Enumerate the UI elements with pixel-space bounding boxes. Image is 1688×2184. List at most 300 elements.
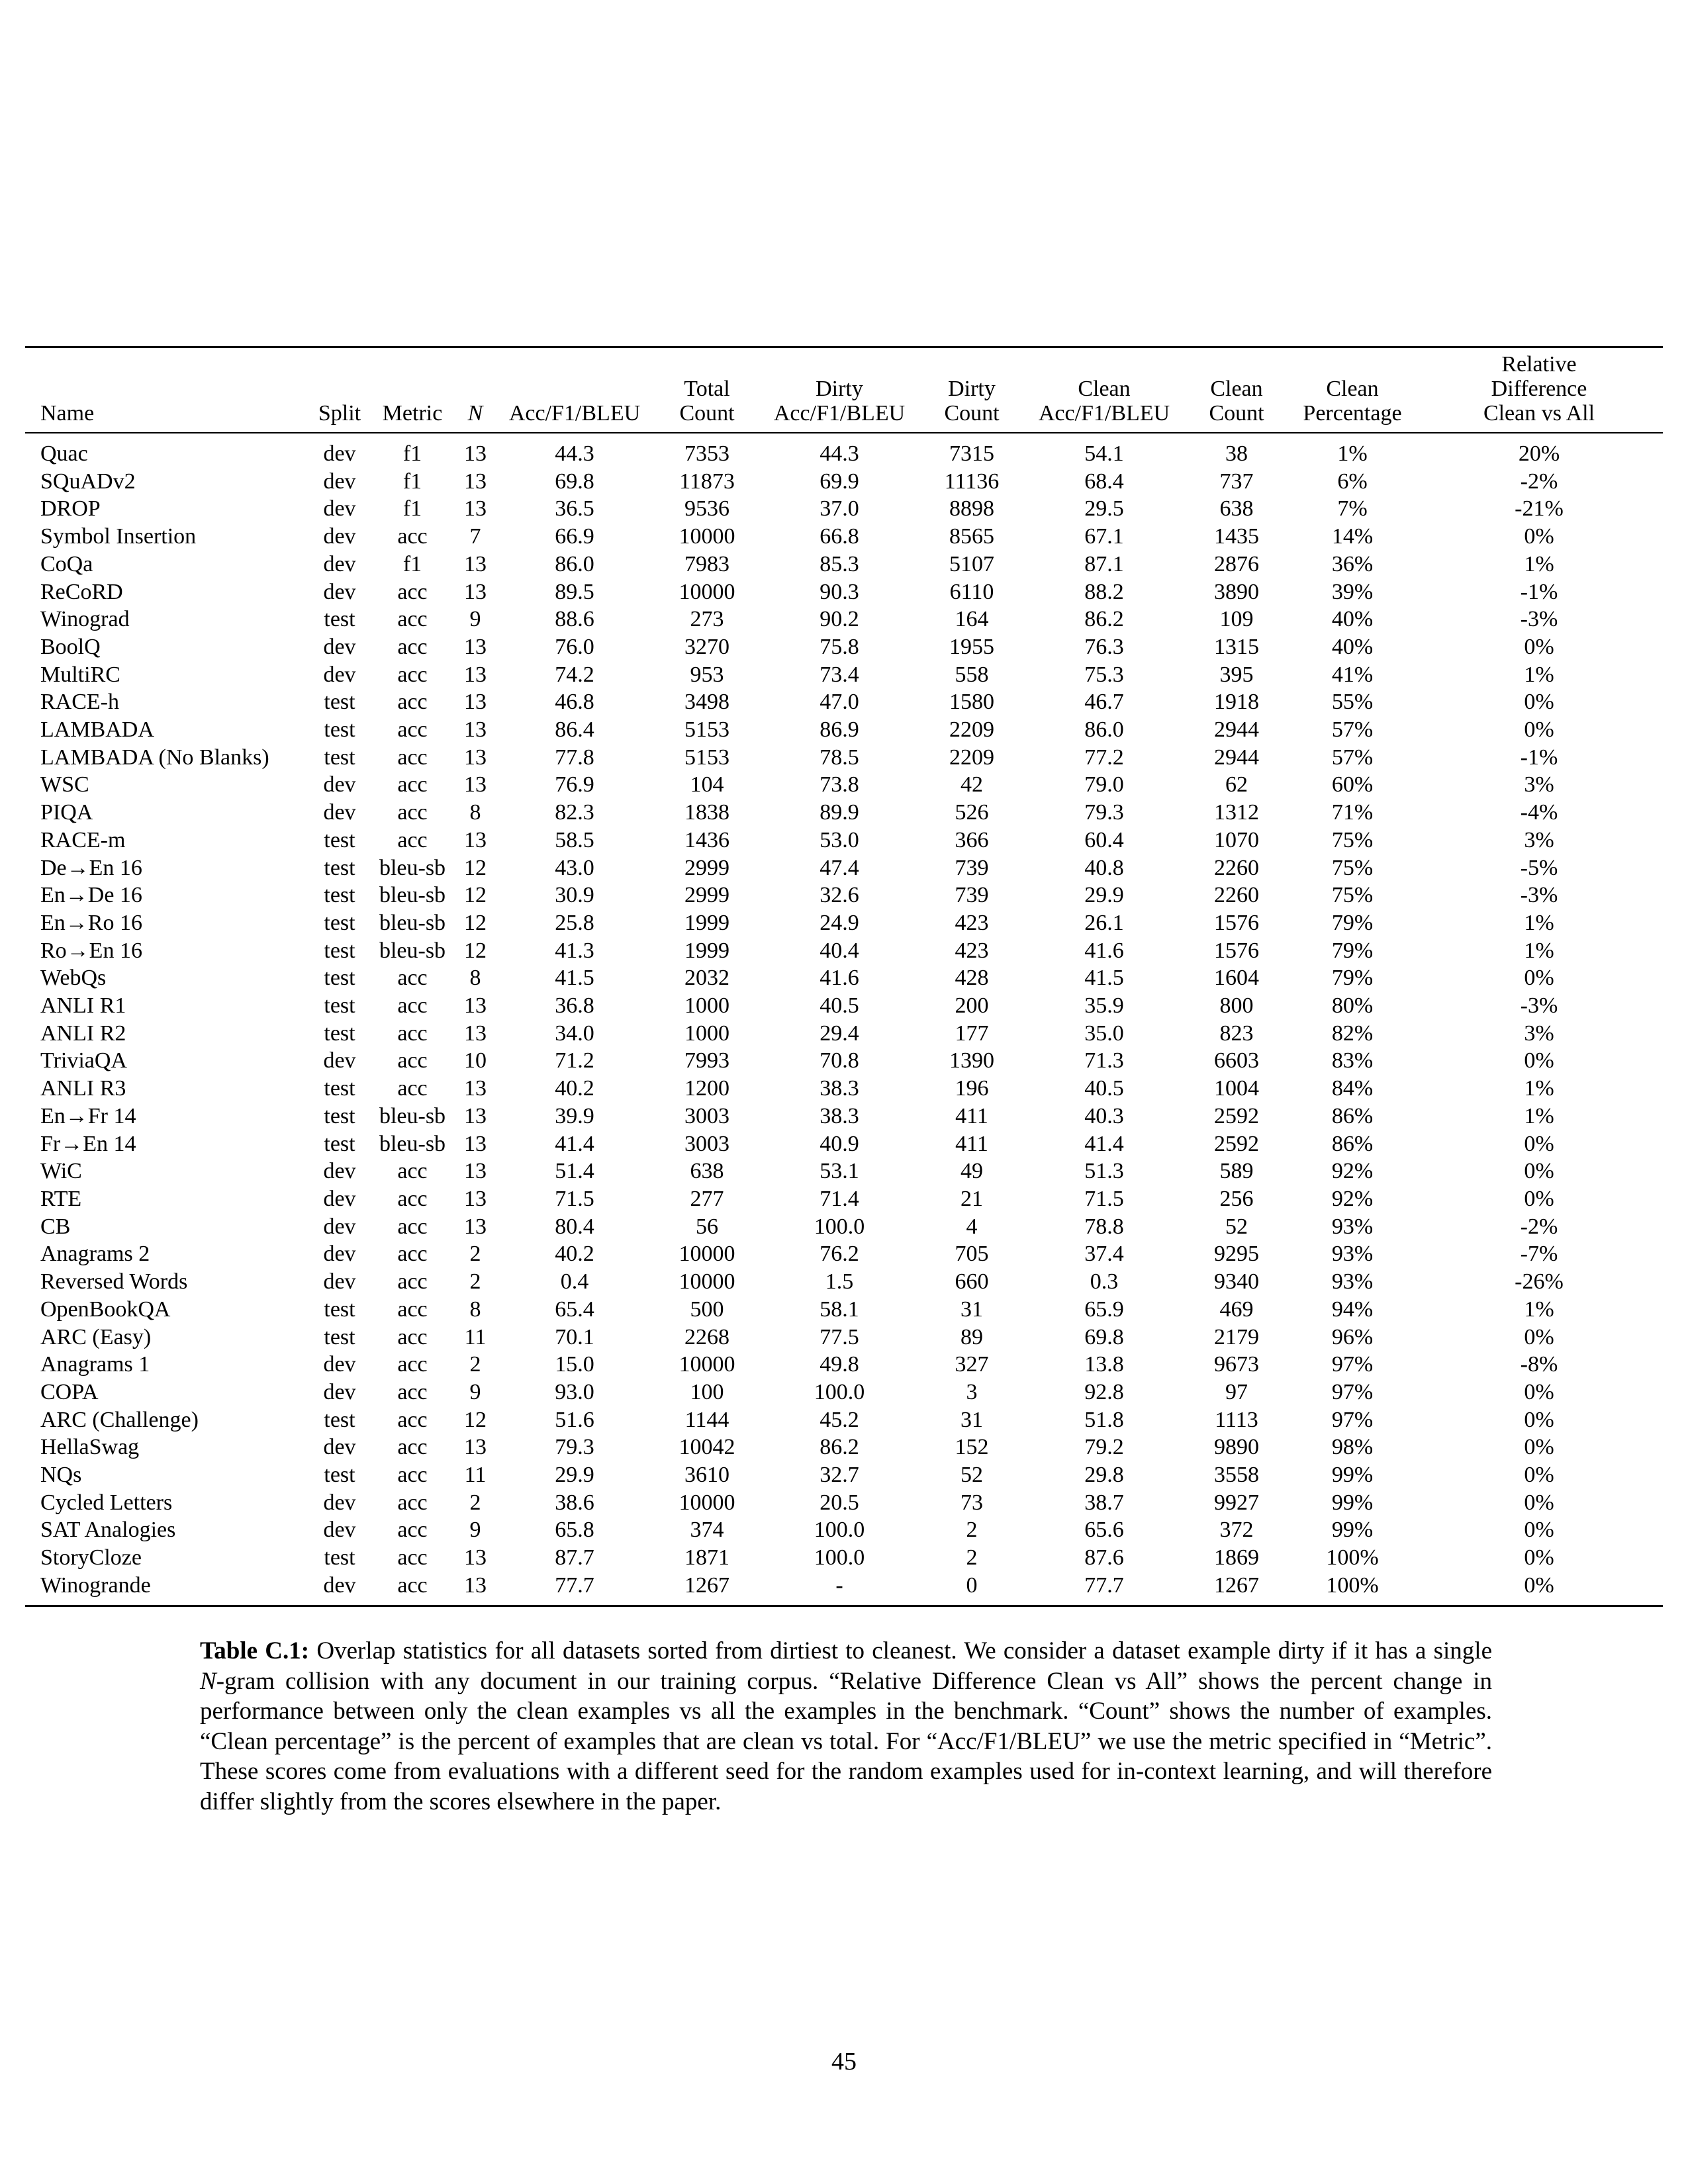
cell-metric: acc bbox=[397, 717, 428, 743]
cell-rel-diff: 0% bbox=[1524, 717, 1554, 743]
cell-name: RTE bbox=[40, 1186, 82, 1211]
cell-rel-diff: 0% bbox=[1524, 1048, 1554, 1073]
cell-split: test bbox=[324, 910, 355, 935]
cell-dirty-acc: 40.5 bbox=[820, 993, 859, 1019]
cell-split: dev bbox=[323, 469, 356, 494]
cell-name: TriviaQA bbox=[40, 1048, 127, 1073]
cell-name: BoolQ bbox=[40, 634, 101, 659]
cell-clean-acc: 78.8 bbox=[1084, 1214, 1124, 1239]
cell-metric: acc bbox=[397, 1297, 428, 1322]
cell-dirty-count: 164 bbox=[955, 607, 989, 632]
cell-n: 13 bbox=[464, 579, 487, 604]
cell-acc: 40.2 bbox=[555, 1242, 594, 1267]
table-row bbox=[25, 716, 1663, 744]
cell-total-count: 1144 bbox=[684, 1407, 729, 1432]
table-row bbox=[25, 1489, 1663, 1517]
cell-name: Reversed Words bbox=[40, 1269, 188, 1295]
cell-rel-diff: 0% bbox=[1524, 1435, 1554, 1460]
cell-dirty-acc: 32.7 bbox=[820, 1463, 859, 1488]
cell-total-count: 5153 bbox=[684, 745, 729, 770]
cell-acc: 58.5 bbox=[555, 827, 594, 852]
cell-metric: bleu-sb bbox=[379, 938, 446, 963]
caption-n-symbol: N bbox=[200, 1667, 216, 1695]
table-row bbox=[25, 992, 1663, 1020]
cell-dirty-acc: 78.5 bbox=[820, 745, 859, 770]
cell-split: test bbox=[324, 883, 355, 908]
cell-clean-pct: 99% bbox=[1331, 1518, 1374, 1543]
cell-name: HellaSwag bbox=[40, 1435, 140, 1460]
cell-clean-acc: 92.8 bbox=[1084, 1379, 1124, 1404]
cell-clean-count: 1267 bbox=[1214, 1572, 1259, 1598]
cell-clean-count: 1604 bbox=[1214, 966, 1259, 991]
column-header-total-count: Total Count bbox=[654, 347, 760, 433]
cell-total-count: 374 bbox=[690, 1518, 724, 1543]
cell-rel-diff: 0% bbox=[1524, 524, 1554, 549]
cell-clean-count: 256 bbox=[1219, 1186, 1254, 1211]
cell-n: 13 bbox=[464, 745, 487, 770]
cell-metric: acc bbox=[397, 800, 428, 825]
column-header-acc: Acc/F1/BLEU bbox=[495, 347, 654, 433]
cell-dirty-count: 411 bbox=[955, 1131, 988, 1156]
cell-name: ARC (Easy) bbox=[40, 1324, 152, 1349]
cell-clean-acc: 41.4 bbox=[1084, 1131, 1124, 1156]
cell-metric: acc bbox=[397, 827, 428, 852]
cell-clean-acc: 75.3 bbox=[1084, 662, 1124, 687]
cell-dirty-count: 52 bbox=[961, 1463, 983, 1488]
cell-clean-pct: 6% bbox=[1337, 469, 1368, 494]
cell-clean-count: 109 bbox=[1219, 607, 1254, 632]
cell-acc: 93.0 bbox=[555, 1379, 594, 1404]
table-row bbox=[25, 1433, 1663, 1461]
overlap-table-container bbox=[25, 346, 1663, 1607]
cell-n: 9 bbox=[469, 1379, 481, 1404]
cell-rel-diff: 0% bbox=[1524, 1463, 1554, 1488]
cell-clean-acc: 86.2 bbox=[1084, 607, 1124, 632]
cell-rel-diff: 1% bbox=[1524, 551, 1554, 576]
cell-clean-pct: 86% bbox=[1331, 1103, 1374, 1128]
cell-total-count: 10000 bbox=[679, 524, 735, 549]
cell-acc: 39.9 bbox=[555, 1103, 594, 1128]
cell-dirty-acc: 40.4 bbox=[820, 938, 859, 963]
cell-dirty-acc: 70.8 bbox=[820, 1048, 859, 1073]
column-header-dirty-count: Dirty Count bbox=[919, 347, 1025, 433]
cell-total-count: 11873 bbox=[679, 469, 735, 494]
cell-rel-diff: 0% bbox=[1524, 1186, 1554, 1211]
cell-total-count: 1436 bbox=[684, 827, 729, 852]
cell-rel-diff: -2% bbox=[1520, 1214, 1558, 1239]
cell-clean-acc: 77.7 bbox=[1084, 1572, 1124, 1598]
cell-clean-count: 2592 bbox=[1214, 1131, 1259, 1156]
cell-clean-pct: 41% bbox=[1331, 662, 1374, 687]
cell-dirty-acc: 38.3 bbox=[820, 1103, 859, 1128]
cell-metric: f1 bbox=[402, 469, 422, 494]
cell-clean-acc: 68.4 bbox=[1084, 469, 1124, 494]
cell-n: 13 bbox=[464, 1076, 487, 1101]
cell-total-count: 2032 bbox=[684, 966, 729, 991]
cell-dirty-count: 49 bbox=[961, 1159, 983, 1184]
cell-split: dev bbox=[323, 800, 356, 825]
cell-clean-acc: 46.7 bbox=[1084, 690, 1124, 715]
cell-rel-diff: 1% bbox=[1524, 662, 1554, 687]
table-row bbox=[25, 799, 1663, 827]
cell-clean-count: 9295 bbox=[1214, 1242, 1259, 1267]
cell-n: 9 bbox=[469, 607, 481, 632]
cell-clean-count: 1070 bbox=[1214, 827, 1259, 852]
cell-metric: acc bbox=[397, 772, 428, 797]
cell-split: dev bbox=[323, 772, 356, 797]
cell-clean-acc: 87.6 bbox=[1084, 1545, 1124, 1570]
cell-total-count: 1838 bbox=[684, 800, 729, 825]
cell-metric: acc bbox=[397, 1435, 428, 1460]
cell-split: dev bbox=[323, 1572, 356, 1598]
cell-clean-pct: 57% bbox=[1331, 717, 1374, 743]
cell-rel-diff: 0% bbox=[1524, 1545, 1554, 1570]
cell-total-count: 2999 bbox=[684, 855, 729, 880]
cell-name: Quac bbox=[40, 441, 88, 466]
cell-acc: 82.3 bbox=[555, 800, 594, 825]
cell-clean-pct: 93% bbox=[1331, 1214, 1374, 1239]
cell-total-count: 1000 bbox=[684, 993, 729, 1019]
cell-metric: acc bbox=[397, 1572, 428, 1598]
cell-dirty-acc: 77.5 bbox=[820, 1324, 859, 1349]
cell-n: 13 bbox=[464, 634, 487, 659]
cell-rel-diff: 1% bbox=[1524, 938, 1554, 963]
cell-dirty-acc: 47.0 bbox=[820, 690, 859, 715]
cell-metric: acc bbox=[397, 1324, 428, 1349]
table-row bbox=[25, 551, 1663, 578]
cell-name: RACE-h bbox=[40, 690, 119, 715]
cell-clean-count: 372 bbox=[1219, 1518, 1254, 1543]
cell-name: En→De 16 bbox=[40, 883, 142, 908]
cell-dirty-count: 327 bbox=[955, 1352, 989, 1377]
cell-split: dev bbox=[323, 1518, 356, 1543]
cell-name: SQuADv2 bbox=[40, 469, 136, 494]
cell-split: test bbox=[324, 993, 355, 1019]
cell-clean-count: 2179 bbox=[1214, 1324, 1259, 1349]
cell-acc: 30.9 bbox=[555, 883, 594, 908]
cell-clean-count: 823 bbox=[1219, 1021, 1254, 1046]
cell-acc: 29.9 bbox=[555, 1463, 594, 1488]
cell-split: test bbox=[324, 827, 355, 852]
cell-dirty-acc: 41.6 bbox=[820, 966, 859, 991]
cell-clean-pct: 40% bbox=[1331, 634, 1374, 659]
cell-acc: 77.8 bbox=[555, 745, 594, 770]
cell-acc: 36.8 bbox=[555, 993, 594, 1019]
cell-clean-pct: 86% bbox=[1331, 1131, 1374, 1156]
cell-metric: acc bbox=[397, 1490, 428, 1515]
table-row bbox=[25, 854, 1663, 882]
table-row bbox=[25, 827, 1663, 854]
cell-n: 13 bbox=[464, 1103, 487, 1128]
cell-dirty-count: 1955 bbox=[949, 634, 994, 659]
cell-total-count: 277 bbox=[690, 1186, 724, 1211]
cell-total-count: 3498 bbox=[684, 690, 729, 715]
cell-dirty-count: 73 bbox=[961, 1490, 983, 1515]
cell-metric: acc bbox=[397, 1159, 428, 1184]
cell-metric: acc bbox=[397, 1269, 428, 1295]
cell-n: 2 bbox=[469, 1242, 481, 1267]
cell-clean-count: 62 bbox=[1225, 772, 1248, 797]
cell-rel-diff: 1% bbox=[1524, 1076, 1554, 1101]
cell-dirty-count: 8898 bbox=[949, 496, 994, 522]
cell-metric: f1 bbox=[402, 551, 422, 576]
cell-split: test bbox=[324, 1076, 355, 1101]
cell-clean-count: 737 bbox=[1219, 469, 1254, 494]
cell-n: 8 bbox=[469, 800, 481, 825]
cell-clean-acc: 29.5 bbox=[1084, 496, 1124, 522]
cell-dirty-count: 423 bbox=[955, 938, 989, 963]
cell-split: dev bbox=[323, 634, 356, 659]
cell-dirty-count: 177 bbox=[955, 1021, 989, 1046]
cell-rel-diff: -5% bbox=[1520, 855, 1558, 880]
cell-dirty-acc: 53.1 bbox=[820, 1159, 859, 1184]
cell-rel-diff: 0% bbox=[1524, 1131, 1554, 1156]
cell-total-count: 7353 bbox=[684, 441, 729, 466]
cell-dirty-acc: 90.2 bbox=[820, 607, 859, 632]
cell-dirty-acc: 58.1 bbox=[820, 1297, 859, 1322]
cell-acc: 51.4 bbox=[555, 1159, 594, 1184]
cell-clean-acc: 51.8 bbox=[1084, 1407, 1124, 1432]
cell-dirty-acc: 75.8 bbox=[820, 634, 859, 659]
cell-metric: acc bbox=[397, 1186, 428, 1211]
overlap-statistics-table bbox=[25, 346, 1663, 1607]
cell-dirty-count: 705 bbox=[955, 1242, 989, 1267]
cell-total-count: 1267 bbox=[684, 1572, 729, 1598]
cell-clean-pct: 99% bbox=[1331, 1463, 1374, 1488]
cell-rel-diff: 0% bbox=[1524, 1324, 1554, 1349]
cell-clean-acc: 79.3 bbox=[1084, 800, 1124, 825]
table-row bbox=[25, 1324, 1663, 1351]
cell-dirty-acc: 40.9 bbox=[820, 1131, 859, 1156]
cell-acc: 79.3 bbox=[555, 1435, 594, 1460]
cell-name: CB bbox=[40, 1214, 71, 1239]
cell-split: dev bbox=[323, 1269, 356, 1295]
caption-text-part2: -gram collision with any document in our training corpus. “Relative Difference Clean vs All” shows the percent change in performance between only the clean examples vs all the examples in the benchmark. “Count” shows the number of examples. “Clean percentage” is the percent of examples that are clean vs total. For “Acc/F1/BLEU” we use the metric specified in “Metric”. These scores come from evaluations with a different seed for the random examples used for in-context learning, and will therefore differ slightly from the scores elsewhere in the paper. bbox=[200, 1667, 1492, 1815]
cell-clean-acc: 88.2 bbox=[1084, 579, 1124, 604]
cell-name: PIQA bbox=[40, 800, 93, 825]
cell-dirty-acc: 1.5 bbox=[825, 1269, 854, 1295]
cell-metric: acc bbox=[397, 1463, 428, 1488]
cell-rel-diff: 3% bbox=[1524, 827, 1554, 852]
cell-rel-diff: 0% bbox=[1524, 1572, 1554, 1598]
cell-dirty-count: 6110 bbox=[949, 579, 994, 604]
cell-dirty-acc: 20.5 bbox=[820, 1490, 859, 1515]
cell-dirty-count: 152 bbox=[955, 1435, 989, 1460]
cell-clean-acc: 35.0 bbox=[1084, 1021, 1124, 1046]
cell-split: dev bbox=[323, 662, 356, 687]
column-header-n: N bbox=[455, 347, 495, 433]
cell-dirty-acc: 85.3 bbox=[820, 551, 859, 576]
cell-n: 10 bbox=[464, 1048, 487, 1073]
cell-name: En→Fr 14 bbox=[40, 1103, 136, 1128]
cell-dirty-count: 660 bbox=[955, 1269, 989, 1295]
cell-acc: 36.5 bbox=[555, 496, 594, 522]
cell-dirty-count: 428 bbox=[955, 966, 989, 991]
cell-name: Winogrande bbox=[40, 1572, 151, 1598]
table-row bbox=[25, 1461, 1663, 1489]
cell-metric: acc bbox=[397, 1214, 428, 1239]
cell-split: test bbox=[324, 1463, 355, 1488]
table-row bbox=[25, 468, 1663, 496]
cell-n: 12 bbox=[464, 855, 487, 880]
cell-metric: acc bbox=[397, 966, 428, 991]
cell-name: WSC bbox=[40, 772, 89, 797]
cell-split: dev bbox=[323, 1048, 356, 1073]
cell-clean-count: 1918 bbox=[1214, 690, 1259, 715]
cell-split: dev bbox=[323, 1159, 356, 1184]
cell-split: dev bbox=[323, 1242, 356, 1267]
column-header-rel-diff: Relative Difference Clean vs All bbox=[1415, 347, 1663, 433]
table-body bbox=[25, 433, 1663, 1606]
column-header-name: Name bbox=[25, 347, 310, 433]
cell-n: 2 bbox=[469, 1352, 481, 1377]
table-row bbox=[25, 688, 1663, 716]
cell-clean-count: 38 bbox=[1225, 441, 1248, 466]
cell-acc: 40.2 bbox=[555, 1076, 594, 1101]
cell-clean-pct: 94% bbox=[1331, 1297, 1374, 1322]
cell-metric: acc bbox=[397, 1545, 428, 1570]
cell-split: dev bbox=[323, 579, 356, 604]
cell-name: WebQs bbox=[40, 966, 107, 991]
cell-acc: 38.6 bbox=[555, 1490, 594, 1515]
column-header-clean-pct: Clean Percentage bbox=[1289, 347, 1415, 433]
cell-clean-acc: 86.0 bbox=[1084, 717, 1124, 743]
cell-n: 13 bbox=[464, 1131, 487, 1156]
cell-dirty-count: 1580 bbox=[949, 690, 994, 715]
cell-total-count: 1200 bbox=[684, 1076, 729, 1101]
cell-n: 2 bbox=[469, 1490, 481, 1515]
cell-dirty-acc: 100.0 bbox=[814, 1518, 865, 1543]
cell-split: test bbox=[324, 1324, 355, 1349]
table-row bbox=[25, 661, 1663, 689]
cell-total-count: 3003 bbox=[684, 1131, 729, 1156]
cell-rel-diff: -3% bbox=[1520, 883, 1558, 908]
cell-acc: 86.4 bbox=[555, 717, 594, 743]
cell-metric: acc bbox=[397, 690, 428, 715]
cell-clean-count: 2944 bbox=[1214, 745, 1259, 770]
cell-acc: 43.0 bbox=[555, 855, 594, 880]
cell-clean-pct: 55% bbox=[1331, 690, 1374, 715]
cell-name: LAMBADA bbox=[40, 717, 154, 743]
cell-dirty-acc: 73.8 bbox=[820, 772, 859, 797]
cell-acc: 41.3 bbox=[555, 938, 594, 963]
cell-dirty-acc: 44.3 bbox=[820, 441, 859, 466]
cell-dirty-acc: 73.4 bbox=[820, 662, 859, 687]
cell-clean-count: 800 bbox=[1219, 993, 1254, 1019]
cell-clean-count: 9340 bbox=[1214, 1269, 1259, 1295]
cell-clean-acc: 65.9 bbox=[1084, 1297, 1124, 1322]
cell-clean-acc: 77.2 bbox=[1084, 745, 1124, 770]
cell-dirty-count: 31 bbox=[961, 1297, 983, 1322]
cell-clean-count: 6603 bbox=[1214, 1048, 1259, 1073]
cell-rel-diff: 0% bbox=[1524, 634, 1554, 659]
cell-total-count: 10000 bbox=[679, 1352, 735, 1377]
cell-n: 13 bbox=[464, 662, 487, 687]
cell-clean-acc: 41.5 bbox=[1084, 966, 1124, 991]
cell-total-count: 273 bbox=[690, 607, 724, 632]
cell-total-count: 3003 bbox=[684, 1103, 729, 1128]
cell-acc: 69.8 bbox=[555, 469, 594, 494]
cell-n: 7 bbox=[469, 524, 481, 549]
cell-name: OpenBookQA bbox=[40, 1297, 171, 1322]
cell-dirty-acc: 86.9 bbox=[820, 717, 859, 743]
cell-acc: 25.8 bbox=[555, 910, 594, 935]
cell-split: dev bbox=[323, 524, 356, 549]
cell-clean-pct: 75% bbox=[1331, 827, 1374, 852]
table-row bbox=[25, 1572, 1663, 1606]
cell-dirty-acc: 24.9 bbox=[820, 910, 859, 935]
cell-clean-acc: 13.8 bbox=[1084, 1352, 1124, 1377]
cell-clean-count: 1869 bbox=[1214, 1545, 1259, 1570]
cell-name: DROP bbox=[40, 496, 101, 522]
table-row bbox=[25, 1268, 1663, 1296]
cell-clean-pct: 79% bbox=[1331, 910, 1374, 935]
cell-dirty-acc: 69.9 bbox=[820, 469, 859, 494]
cell-metric: acc bbox=[397, 1379, 428, 1404]
cell-clean-acc: 40.5 bbox=[1084, 1076, 1124, 1101]
cell-clean-pct: 60% bbox=[1331, 772, 1374, 797]
cell-metric: f1 bbox=[402, 496, 422, 522]
table-header bbox=[25, 347, 1663, 433]
table-row bbox=[25, 1516, 1663, 1544]
cell-acc: 71.5 bbox=[555, 1186, 594, 1211]
cell-dirty-count: 739 bbox=[955, 855, 989, 880]
cell-metric: acc bbox=[397, 1076, 428, 1101]
cell-clean-acc: 79.2 bbox=[1084, 1435, 1124, 1460]
cell-clean-count: 589 bbox=[1219, 1159, 1254, 1184]
cell-acc: 77.7 bbox=[555, 1572, 594, 1598]
cell-n: 13 bbox=[464, 496, 487, 522]
cell-acc: 76.0 bbox=[555, 634, 594, 659]
cell-clean-acc: 87.1 bbox=[1084, 551, 1124, 576]
cell-clean-count: 395 bbox=[1219, 662, 1254, 687]
cell-clean-pct: 14% bbox=[1331, 524, 1374, 549]
cell-clean-pct: 99% bbox=[1331, 1490, 1374, 1515]
cell-dirty-acc: 47.4 bbox=[820, 855, 859, 880]
cell-clean-count: 638 bbox=[1219, 496, 1254, 522]
cell-split: dev bbox=[323, 1214, 356, 1239]
cell-dirty-count: 558 bbox=[955, 662, 989, 687]
cell-acc: 80.4 bbox=[555, 1214, 594, 1239]
cell-rel-diff: 1% bbox=[1524, 1103, 1554, 1128]
cell-name: ANLI R3 bbox=[40, 1076, 126, 1101]
table-row bbox=[25, 744, 1663, 772]
table-row bbox=[25, 1130, 1663, 1158]
cell-clean-pct: 93% bbox=[1331, 1242, 1374, 1267]
cell-clean-acc: 60.4 bbox=[1084, 827, 1124, 852]
cell-total-count: 9536 bbox=[684, 496, 729, 522]
column-header-clean-count: Clean Count bbox=[1184, 347, 1289, 433]
cell-acc: 15.0 bbox=[555, 1352, 594, 1377]
cell-clean-acc: 40.3 bbox=[1084, 1103, 1124, 1128]
cell-name: Anagrams 1 bbox=[40, 1352, 150, 1377]
cell-clean-pct: 83% bbox=[1331, 1048, 1374, 1073]
cell-name: SAT Analogies bbox=[40, 1518, 176, 1543]
table-row bbox=[25, 909, 1663, 937]
cell-rel-diff: 0% bbox=[1524, 1490, 1554, 1515]
cell-split: test bbox=[324, 1131, 355, 1156]
cell-dirty-acc: 29.4 bbox=[820, 1021, 859, 1046]
cell-dirty-acc: 100.0 bbox=[814, 1214, 865, 1239]
cell-name: COPA bbox=[40, 1379, 99, 1404]
cell-name: RACE-m bbox=[40, 827, 126, 852]
cell-dirty-count: 526 bbox=[955, 800, 989, 825]
column-header-split: Split bbox=[310, 347, 369, 433]
cell-total-count: 953 bbox=[690, 662, 724, 687]
cell-total-count: 5153 bbox=[684, 717, 729, 743]
cell-split: dev bbox=[323, 441, 356, 466]
cell-dirty-count: 42 bbox=[961, 772, 983, 797]
